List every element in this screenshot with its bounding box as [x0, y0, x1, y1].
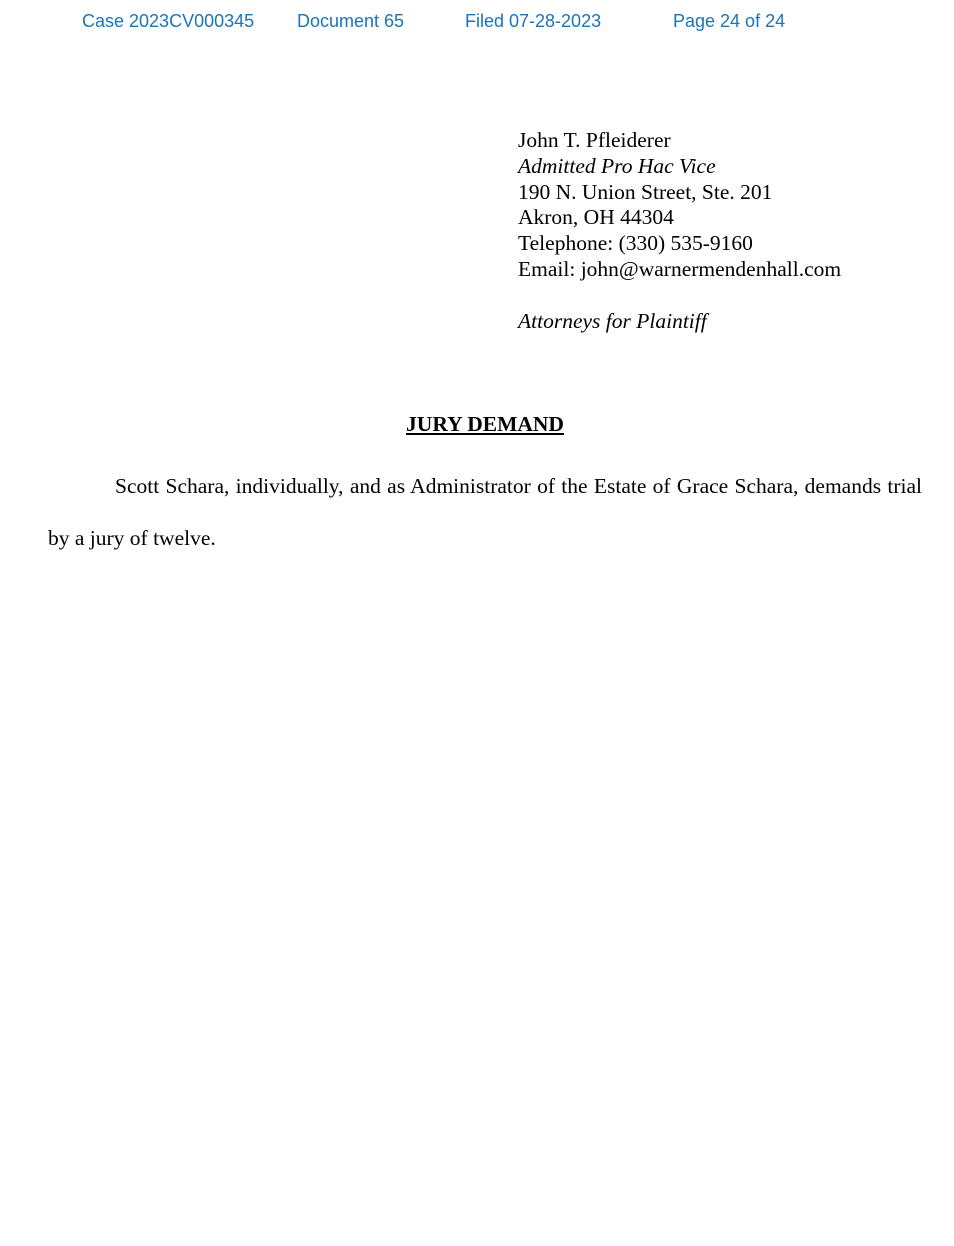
- document-number: Document 65: [297, 11, 405, 31]
- spacer: [518, 283, 841, 309]
- attorney-role: Attorneys for Plaintiff: [518, 308, 707, 333]
- filed-date: Filed 07-28-2023: [465, 11, 602, 31]
- jury-demand-heading: JURY DEMAND: [406, 412, 564, 436]
- attorney-signature-block: [518, 128, 841, 335]
- attorney-name: John T. Pfleiderer: [518, 128, 671, 152]
- admission-status: Admitted Pro Hac Vice: [518, 153, 716, 178]
- city-state-zip: Akron, OH 44304: [518, 205, 674, 230]
- page-number: Page 24 of 24: [673, 11, 786, 31]
- email: Email: john@warnermendenhall.com: [518, 256, 842, 281]
- case-number: Case 2023CV000345: [82, 11, 255, 31]
- telephone: Telephone: (330) 535-9160: [518, 231, 753, 256]
- filing-stamp-header: [0, 11, 954, 37]
- jury-demand-paragraph: Scott Schara, individually, and as Administrator of the Estate of Grace Schara, demands trial by a jury of twelve.: [48, 474, 922, 550]
- street-address: 190 N. Union Street, Ste. 201: [518, 179, 773, 204]
